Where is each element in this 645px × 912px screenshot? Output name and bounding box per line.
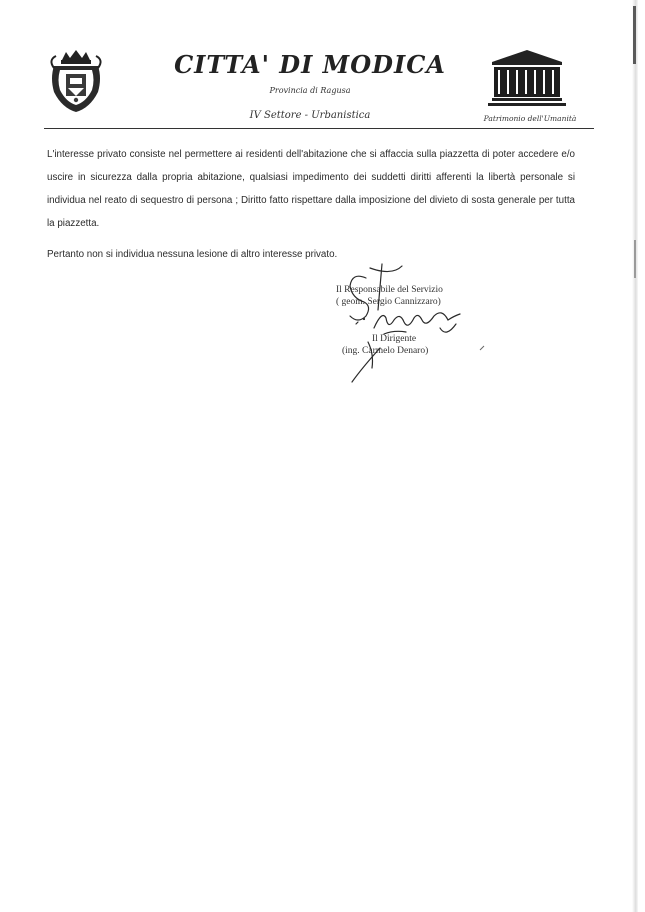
responsabile-role: Il Responsabile del Servizio [336, 285, 443, 295]
dirigente-role: Il Dirigente [372, 334, 417, 344]
city-crest-icon [48, 48, 104, 114]
scan-mark [633, 6, 636, 64]
province-label: Provincia di Ragusa [269, 86, 351, 95]
heritage-label: Patrimonio dell'Umanità [483, 114, 577, 123]
city-title: CITTA' DI MODICA [174, 50, 446, 79]
paragraph-interest: L'interesse privato consiste nel permettere ai residenti dell'abitazione che si affaccia sulla piazzetta di poter accedere e/o uscire in sicurezza dalla propria abitazione, qualsiasi impedimento dei suddetti diritti afferenti la libertà personale si individua nel reato di sequestro di persona ; Diritto fatto rispettare dalla imposizione del divieto di sosta generale per tutta la piazzetta. [47, 149, 575, 229]
handwritten-signatures [322, 258, 502, 388]
scan-edge-artifact [632, 0, 638, 912]
scan-mark [634, 240, 636, 278]
dirigente-name: (ing. Carmelo Denaro) [342, 345, 429, 356]
sector-label: IV Settore - Urbanistica [249, 110, 371, 121]
unesco-logo-icon [482, 48, 572, 108]
header-rule [44, 128, 594, 129]
document-body [47, 143, 575, 266]
responsabile-name: ( geom. Sergio Cannizzaro) [336, 296, 441, 307]
paragraph-conclusion: Pertanto non si individua nessuna lesione di altro interesse privato. [47, 249, 338, 260]
